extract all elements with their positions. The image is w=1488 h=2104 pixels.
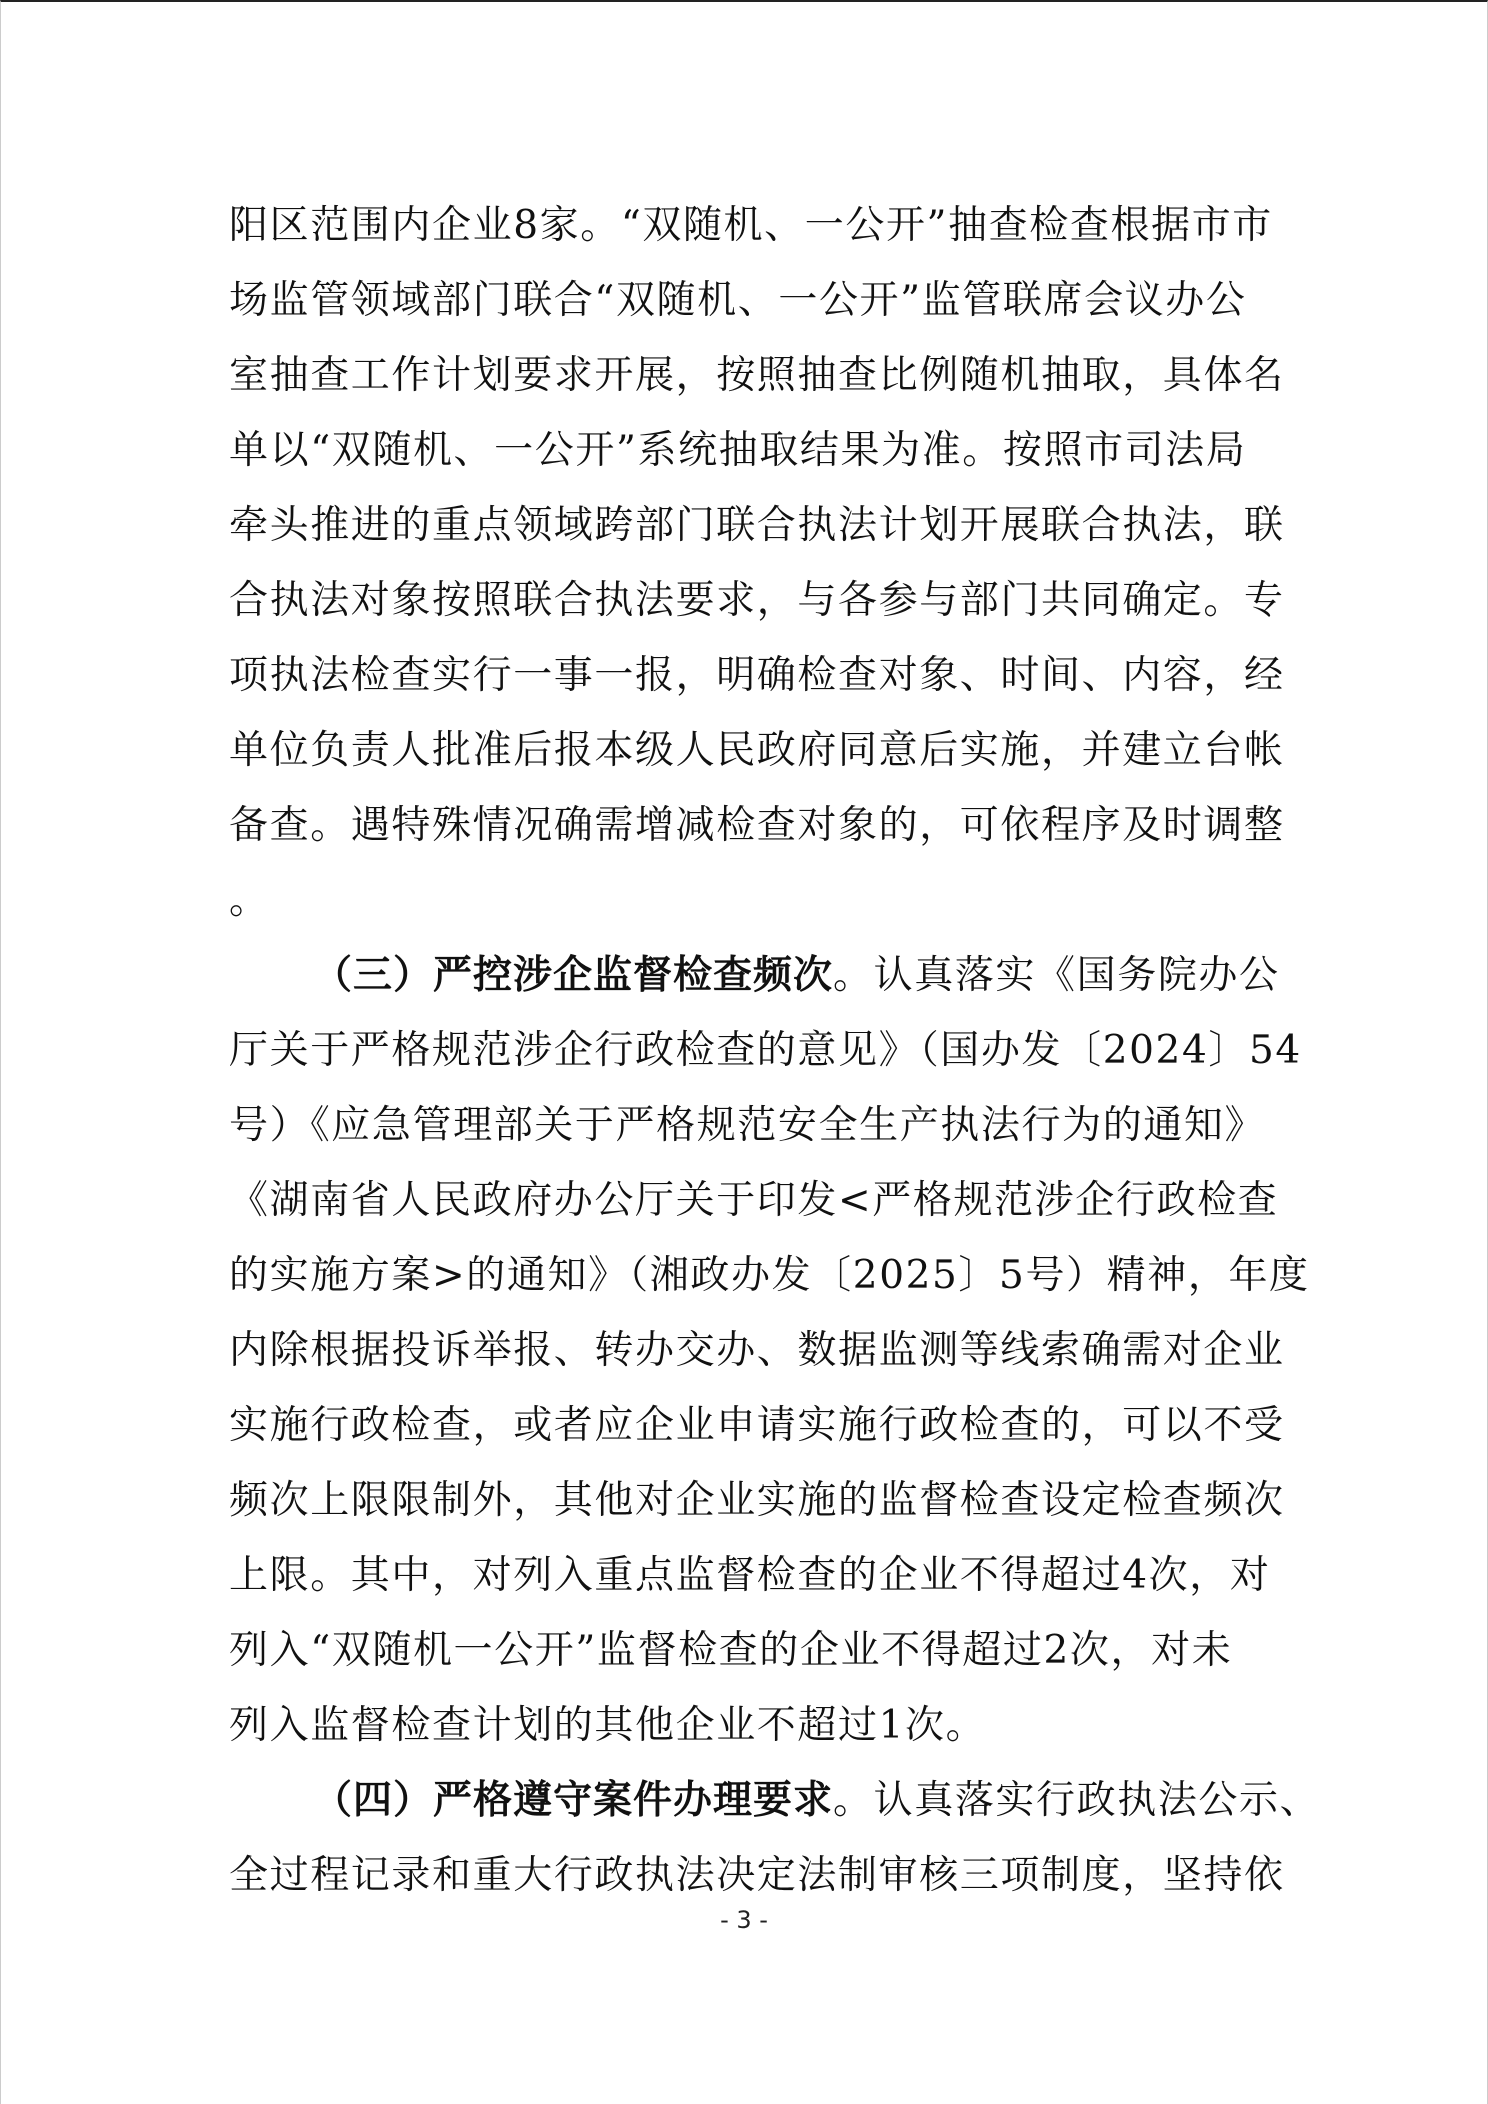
text-line: 列入“双随机一公开”监督检查的企业不得超过2次，对未: [229, 1628, 1233, 1673]
text-line: 全过程记录和重大行政执法决定法制审核三项制度，坚持依: [229, 1853, 1285, 1898]
text-line: 上限。其中，对列入重点监督检查的企业不得超过4次，对: [229, 1553, 1271, 1598]
text-line: 场监管领域部门联合“双随机、一公开”监管联席会议办公: [229, 278, 1247, 323]
text-line: 厅关于严格规范涉企行政检查的意见》（国办发〔2024〕54: [229, 1028, 1302, 1073]
text-line: 室抽查工作计划要求开展，按照抽查比例随机抽取，具体名: [229, 353, 1285, 398]
text-line: 。: [229, 878, 270, 923]
section-3-paragraph: [229, 938, 1310, 1763]
paragraph-continuation: [229, 188, 1285, 938]
text-line: 合执法对象按照联合执法要求，与各参与部门共同确定。专: [229, 578, 1285, 623]
section-4-first-line-text: 。认真落实行政执法公示、: [833, 1778, 1321, 1823]
section-4-heading: （四）严格遵守案件办理要求: [313, 1778, 834, 1823]
text-line: 牵头推进的重点领域跨部门联合执法计划开展联合执法，联: [229, 503, 1285, 548]
text-line: 单以“双随机、一公开”系统抽取结果为准。按照市司法局: [229, 428, 1247, 473]
text-line: 内除根据投诉举报、转办交办、数据监测等线索确需对企业: [229, 1328, 1285, 1373]
section-4-paragraph: [229, 1763, 1321, 1913]
section-3-heading: （三）严控涉企监督检查频次: [313, 953, 834, 998]
text-line: 实施行政检查，或者应企业申请实施行政检查的，可以不受: [229, 1403, 1285, 1448]
section-3-first-line-text: 。认真落实《国务院办公: [833, 953, 1280, 998]
document-body: [229, 188, 1321, 1913]
text-line: 号）《应急管理部关于严格规范安全生产执法行为的通知》: [229, 1103, 1266, 1148]
section-4-first-line: [229, 1763, 1321, 1838]
text-line: 的实施方案>的通知》（湘政办发〔2025〕5号）精神，年度: [229, 1253, 1310, 1298]
text-line: 单位负责人批准后报本级人民政府同意后实施，并建立台帐: [229, 728, 1285, 773]
page-number: - 3 -: [720, 1906, 768, 1934]
section-3-first-line: [229, 938, 1280, 1013]
text-line: 《湖南省人民政府办公厅关于印发<严格规范涉企行政检查: [229, 1178, 1279, 1223]
text-line: 频次上限限制外，其他对企业实施的监督检查设定检查频次: [229, 1478, 1285, 1523]
text-line: 阳区范围内企业8家。“双随机、一公开”抽查检查根据市市: [229, 203, 1273, 248]
text-line: 备查。遇特殊情况确需增减检查对象的，可依程序及时调整: [229, 803, 1285, 848]
text-line: 列入监督检查计划的其他企业不超过1次。: [229, 1703, 987, 1748]
text-line: 项执法检查实行一事一报，明确检查对象、时间、内容，经: [229, 653, 1285, 698]
